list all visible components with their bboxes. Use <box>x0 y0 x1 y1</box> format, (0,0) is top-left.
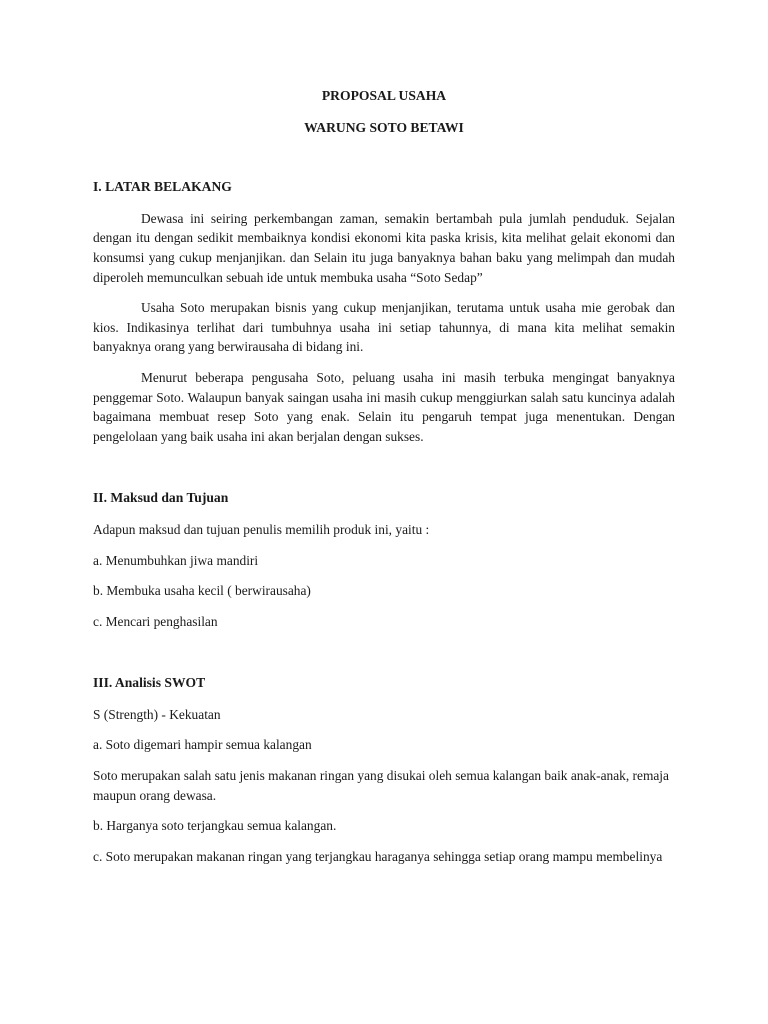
section-heading-latar-belakang: I. LATAR BELAKANG <box>93 179 232 195</box>
list-item: b. Harganya soto terjangkau semua kalangan. <box>93 818 337 834</box>
paragraph: Dewasa ini seiring perkembangan zaman, semakin bertambah pula jumlah penduduk. Sejalan dengan itu dengan sedikit membaiknya kondisi ekonomi kita paska krisis, kita melihat gelait ekonomi dan konsumsi yang cukup menjanjikan. dan Selain itu juga banyaknya bahan baku yang melimpah dan mudah diperoleh memunculkan sebuah ide untuk membuka usaha “Soto Sedap” <box>93 210 675 285</box>
list-item: a. Soto digemari hampir semua kalangan <box>93 737 312 753</box>
list-item: b. Membuka usaha kecil ( berwirausaha) <box>93 583 311 599</box>
paragraph: Usaha Soto merupakan bisnis yang cukup menjanjikan, terutama untuk usaha mie gerobak dan kios. Indikasinya terlihat dari tumbuhnya usaha ini setiap tahunnya, di mana kita melihat semakin banyaknya orang yang berwirausaha di bidang ini. <box>93 300 675 355</box>
document-subtitle: WARUNG SOTO BETAWI <box>304 119 464 135</box>
document-page <box>93 86 675 877</box>
section-heading-analisis-swot: III. Analisis SWOT <box>93 675 206 691</box>
list-item: a. Menumbuhkan jiwa mandiri <box>93 552 259 568</box>
paragraph: Menurut beberapa pengusaha Soto, peluang usaha ini masih terbuka mengingat banyaknya penggemar Soto. Walaupun banyak saingan usaha ini masih cukup menggiurkan salah satu kuncinya adalah bagaimana membuat resep Soto yang enak. Selain itu pengaruh tempat juga menentukan. Dengan pengelolaan yang baik usaha ini akan berjalan dengan sukses. <box>93 369 675 444</box>
section-intro: Adapun maksud dan tujuan penulis memilih produk ini, yaitu : <box>93 521 430 537</box>
section-heading-maksud-tujuan: II. Maksud dan Tujuan <box>93 490 229 506</box>
list-item: c. Mencari penghasilan <box>93 613 218 629</box>
paragraph: Soto merupakan salah satu jenis makanan ringan yang disukai oleh semua kalangan baik anak-anak, remaja maupun orang dewasa. <box>93 768 669 803</box>
document-title: PROPOSAL USAHA <box>321 88 447 103</box>
swot-subheading: S (Strength) - Kekuatan <box>93 706 221 722</box>
list-item: c. Soto merupakan makanan ringan yang terjangkau haraganya sehingga setiap orang mampu membelinya <box>93 848 663 864</box>
